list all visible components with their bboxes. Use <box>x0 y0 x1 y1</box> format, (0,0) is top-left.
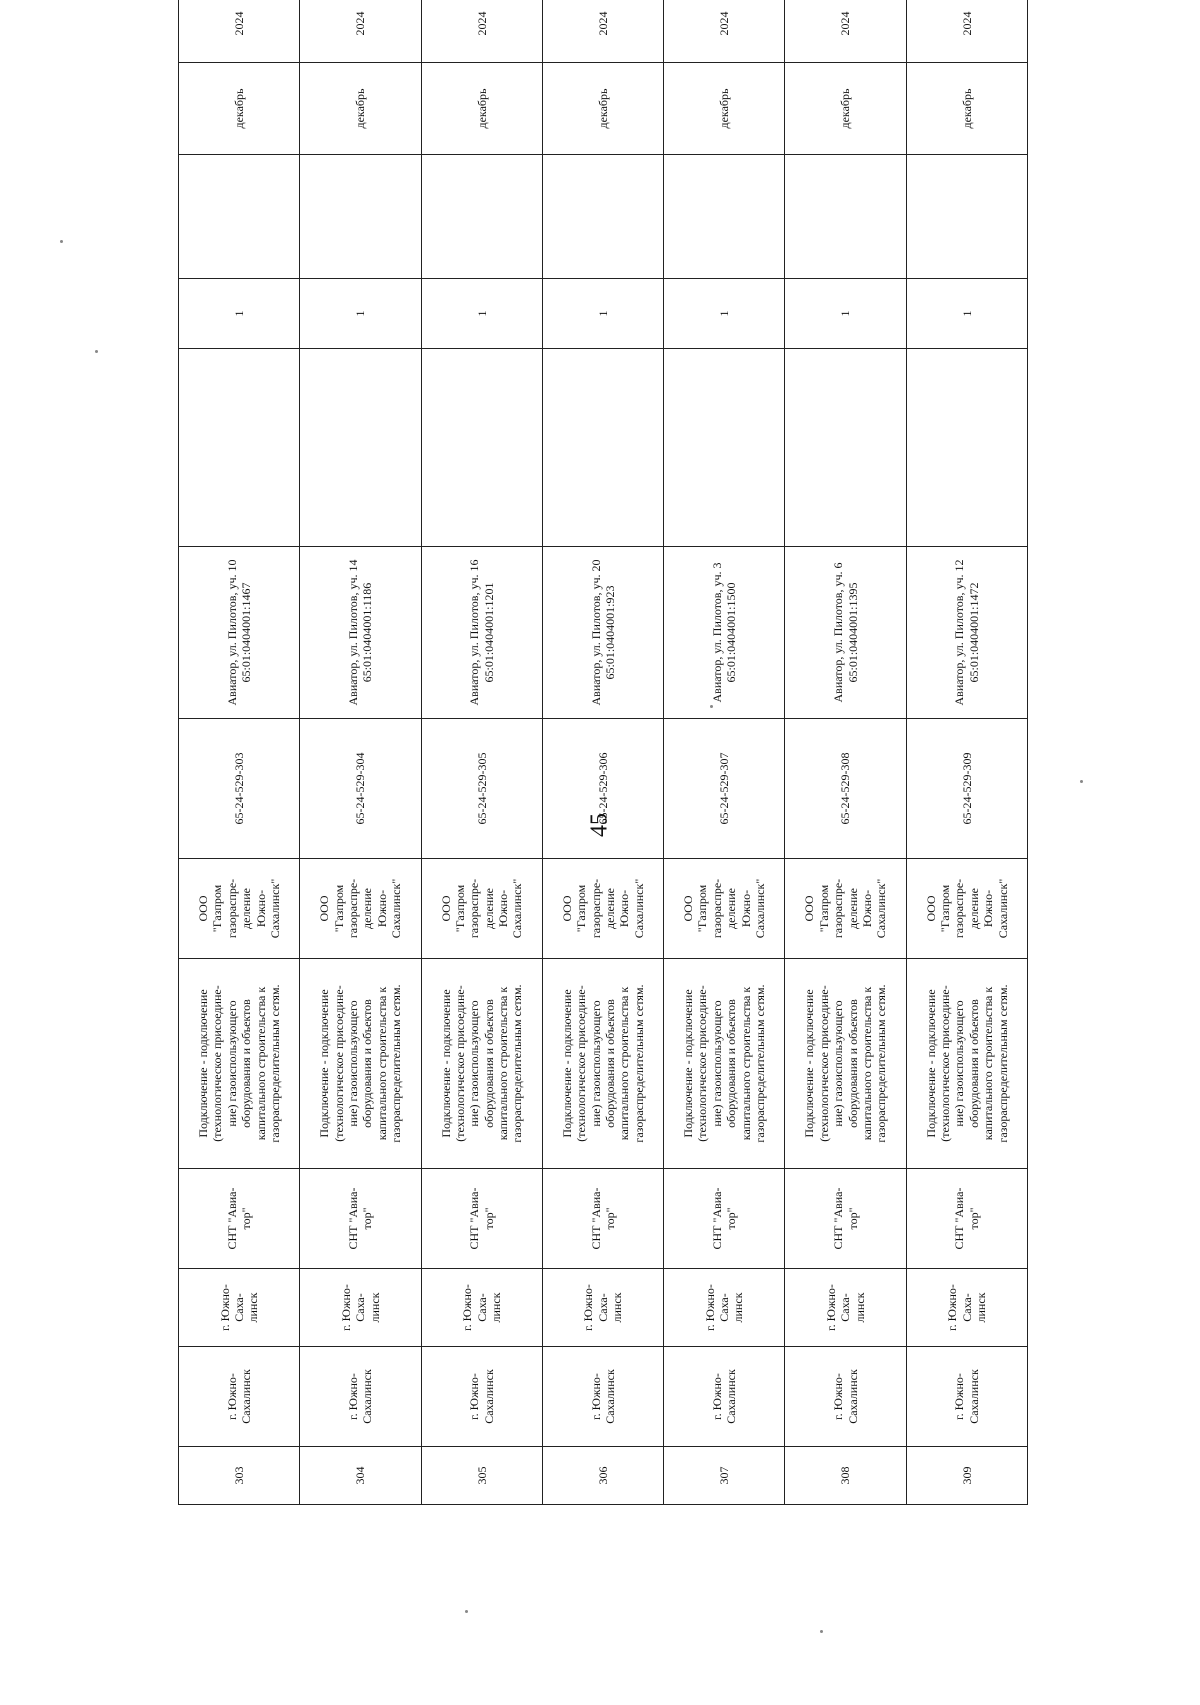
empty-cell <box>664 155 785 279</box>
address-cell: Авиатор, ул. Пилотов, уч. 16 65:01:0404001:1201 <box>421 547 542 719</box>
row-number: 303 <box>179 1447 300 1505</box>
address-cell: Авиатор, ул. Пилотов, уч. 14 65:01:0404001:1186 <box>300 547 421 719</box>
municipality-cell: г. Южно- Сахалинск <box>664 1347 785 1447</box>
organization-cell: ООО "Газпром газораспре- деление Южно- Сахалинск" <box>300 859 421 959</box>
municipality-cell: г. Южно- Сахалинск <box>906 1347 1027 1447</box>
organization-cell: ООО "Газпром газораспре- деление Южно- Сахалинск" <box>785 859 906 959</box>
address-cell: Авиатор, ул. Пилотов, уч. 10 65:01:0404001:1467 <box>179 547 300 719</box>
municipality-cell: г. Южно- Сахалинск <box>785 1347 906 1447</box>
location-cell: СНТ "Авиа- тор" <box>179 1169 300 1269</box>
table-row <box>906 0 1027 1505</box>
organization-cell: ООО "Газпром газораспре- деление Южно- Сахалинск" <box>906 859 1027 959</box>
code-cell: 65-24-529-305 <box>421 719 542 859</box>
location-cell: СНТ "Авиа- тор" <box>785 1169 906 1269</box>
scan-speck <box>60 240 63 243</box>
locality-cell: г. Южно- Саха- линск <box>906 1269 1027 1347</box>
year-cell: 2024 <box>785 0 906 63</box>
month-cell: декабрь <box>542 63 663 155</box>
organization-cell: ООО "Газпром газораспре- деление Южно- Сахалинск" <box>179 859 300 959</box>
year-cell: 2024 <box>664 0 785 63</box>
empty-cell <box>906 349 1027 547</box>
scan-speck <box>95 350 98 353</box>
table-row <box>785 0 906 1505</box>
quantity-cell: 1 <box>542 279 663 349</box>
registry-table-rotated <box>178 11 1028 1505</box>
location-cell: СНТ "Авиа- тор" <box>664 1169 785 1269</box>
quantity-cell: 1 <box>785 279 906 349</box>
year-cell: 2024 <box>179 0 300 63</box>
row-number: 308 <box>785 1447 906 1505</box>
code-cell: 65-24-529-308 <box>785 719 906 859</box>
code-cell: 65-24-529-309 <box>906 719 1027 859</box>
locality-cell: г. Южно- Саха- линск <box>542 1269 663 1347</box>
month-cell: декабрь <box>300 63 421 155</box>
description-cell: Подключение - подключение (технологическое присоедине- ние) газоиспользующего оборудования и объектов капитального строительства к газораспределительным сетям. <box>542 959 663 1169</box>
locality-cell: г. Южно- Саха- линск <box>300 1269 421 1347</box>
quantity-cell: 1 <box>421 279 542 349</box>
code-cell: 65-24-529-304 <box>300 719 421 859</box>
registry-table <box>178 0 1028 1505</box>
description-cell: Подключение - подключение (технологическое присоедине- ние) газоиспользующего оборудования и объектов капитального строительства к газораспределительным сетям. <box>906 959 1027 1169</box>
table-row <box>421 0 542 1505</box>
year-cell: 2024 <box>421 0 542 63</box>
organization-cell: ООО "Газпром газораспре- деление Южно- Сахалинск" <box>421 859 542 959</box>
description-cell: Подключение - подключение (технологическое присоедине- ние) газоиспользующего оборудования и объектов капитального строительства к газораспределительным сетям. <box>421 959 542 1169</box>
address-cell: Авиатор, ул. Пилотов, уч. 6 65:01:0404001:1395 <box>785 547 906 719</box>
quantity-cell: 1 <box>179 279 300 349</box>
table-row <box>664 0 785 1505</box>
row-number: 304 <box>300 1447 421 1505</box>
description-cell: Подключение - подключение (технологическое присоедине- ние) газоиспользующего оборудования и объектов капитального строительства к газораспределительным сетям. <box>664 959 785 1169</box>
empty-cell <box>179 349 300 547</box>
year-cell: 2024 <box>542 0 663 63</box>
scan-speck <box>1080 780 1083 783</box>
scan-speck <box>710 705 713 708</box>
month-cell: декабрь <box>785 63 906 155</box>
empty-cell <box>785 349 906 547</box>
location-cell: СНТ "Авиа- тор" <box>300 1169 421 1269</box>
quantity-cell: 1 <box>300 279 421 349</box>
year-cell: 2024 <box>300 0 421 63</box>
address-cell: Авиатор, ул. Пилотов, уч. 12 65:01:0404001:1472 <box>906 547 1027 719</box>
empty-cell <box>542 349 663 547</box>
year-cell: 2024 <box>906 0 1027 63</box>
scan-speck <box>465 1610 468 1613</box>
description-cell: Подключение - подключение (технологическое присоедине- ние) газоиспользующего оборудования и объектов капитального строительства к газораспределительным сетям. <box>179 959 300 1169</box>
scan-speck <box>820 1630 823 1633</box>
row-number: 307 <box>664 1447 785 1505</box>
locality-cell: г. Южно- Саха- линск <box>421 1269 542 1347</box>
municipality-cell: г. Южно- Сахалинск <box>542 1347 663 1447</box>
organization-cell: ООО "Газпром газораспре- деление Южно- Сахалинск" <box>664 859 785 959</box>
empty-cell <box>179 155 300 279</box>
table-row <box>542 0 663 1505</box>
municipality-cell: г. Южно- Сахалинск <box>179 1347 300 1447</box>
month-cell: декабрь <box>664 63 785 155</box>
empty-cell <box>300 349 421 547</box>
empty-cell <box>421 155 542 279</box>
code-cell: 65-24-529-306 <box>542 719 663 859</box>
row-number: 305 <box>421 1447 542 1505</box>
empty-cell <box>421 349 542 547</box>
location-cell: СНТ "Авиа- тор" <box>421 1169 542 1269</box>
location-cell: СНТ "Авиа- тор" <box>906 1169 1027 1269</box>
code-cell: 65-24-529-307 <box>664 719 785 859</box>
row-number: 309 <box>906 1447 1027 1505</box>
quantity-cell: 1 <box>906 279 1027 349</box>
empty-cell <box>300 155 421 279</box>
empty-cell <box>906 155 1027 279</box>
locality-cell: г. Южно- Саха- линск <box>785 1269 906 1347</box>
municipality-cell: г. Южно- Сахалинск <box>421 1347 542 1447</box>
description-cell: Подключение - подключение (технологическое присоедине- ние) газоиспользующего оборудования и объектов капитального строительства к газораспределительным сетям. <box>785 959 906 1169</box>
table-body <box>179 0 1028 1505</box>
page-number: 45 <box>586 813 613 837</box>
quantity-cell: 1 <box>664 279 785 349</box>
code-cell: 65-24-529-303 <box>179 719 300 859</box>
empty-cell <box>785 155 906 279</box>
municipality-cell: г. Южно- Сахалинск <box>300 1347 421 1447</box>
month-cell: декабрь <box>906 63 1027 155</box>
location-cell: СНТ "Авиа- тор" <box>542 1169 663 1269</box>
organization-cell: ООО "Газпром газораспре- деление Южно- Сахалинск" <box>542 859 663 959</box>
row-number: 306 <box>542 1447 663 1505</box>
address-cell: Авиатор, ул. Пилотов, уч. 3 65:01:0404001:1500 <box>664 547 785 719</box>
locality-cell: г. Южно- Саха- линск <box>179 1269 300 1347</box>
empty-cell <box>542 155 663 279</box>
month-cell: декабрь <box>421 63 542 155</box>
description-cell: Подключение - подключение (технологическое присоедине- ние) газоиспользующего оборудования и объектов капитального строительства к газораспределительным сетям. <box>300 959 421 1169</box>
address-cell: Авиатор, ул. Пилотов, уч. 20 65:01:0404001:923 <box>542 547 663 719</box>
table-row <box>300 0 421 1505</box>
table-row <box>179 0 300 1505</box>
locality-cell: г. Южно- Саха- линск <box>664 1269 785 1347</box>
month-cell: декабрь <box>179 63 300 155</box>
empty-cell <box>664 349 785 547</box>
